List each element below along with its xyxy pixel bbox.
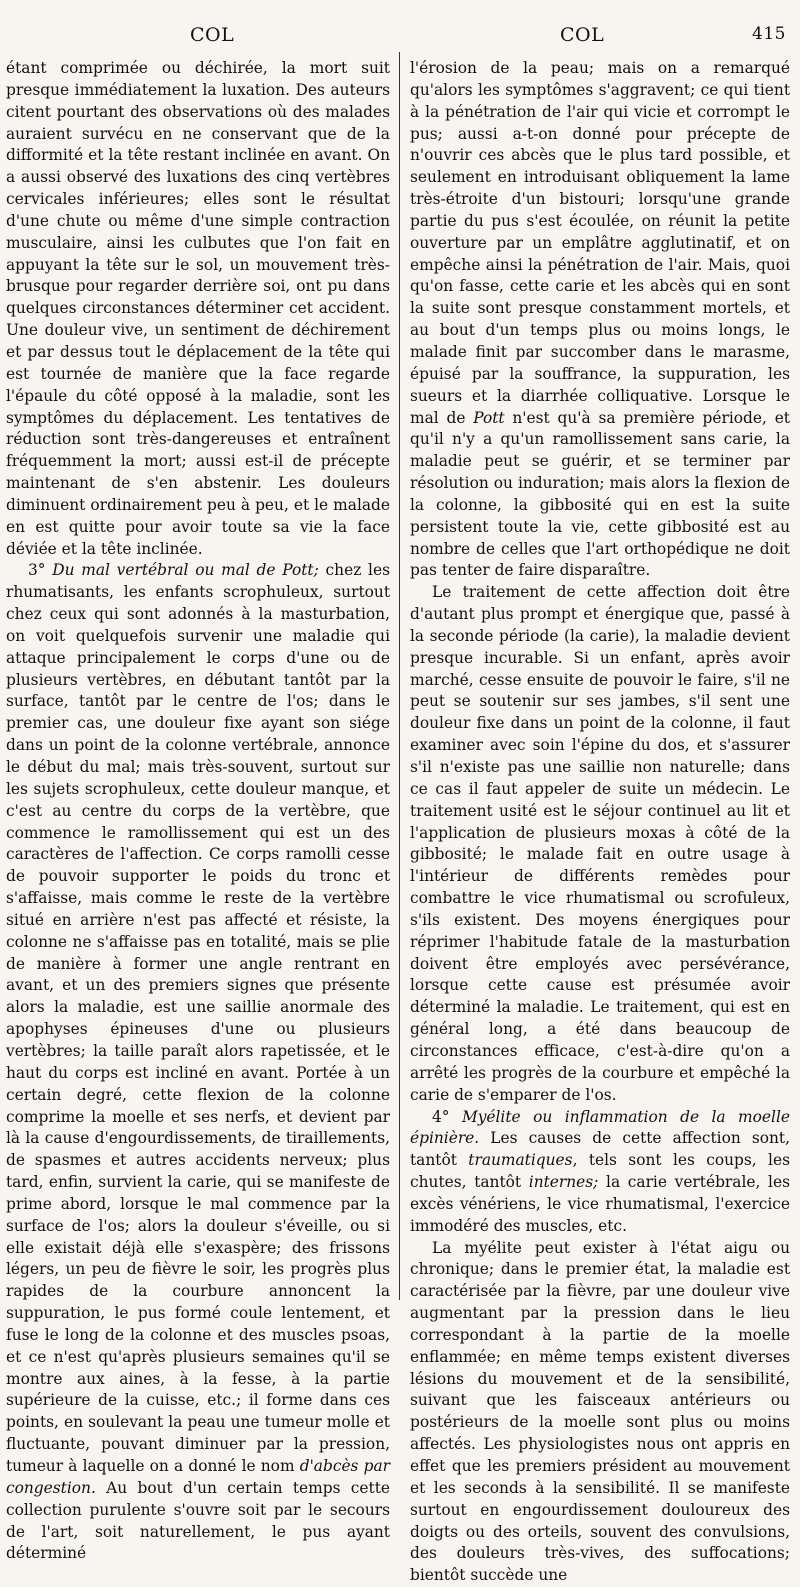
section-number: 3° (28, 561, 46, 580)
paragraph-text: Les causes de cette affection sont, tantôt (410, 1129, 790, 1170)
running-head-left: COL (190, 24, 235, 46)
paragraph-text: l'érosion de la peau; mais on a remarqué qu'alors les symptômes s'aggravent; ce qui tient à la pénétration de l'air qui vicie et corrompt le pus; aussi a-t-on donné pour précepte de n'ouvrir ces abcès que le plus tard possible, et seulement en introduisant obliquement la lame très-étroite d'un bistouri; lorsqu'une grande partie du pus s'est écoulée, on réunit la petite ouverture par un emplâtre agglutinatif, et on empêche ainsi la pénétration de l'air. Mais, quoi qu'on fasse, cette carie et les abcès qui en sont la suite sont presque constamment mortels, et au bout d'un temps plus ou moins longs, le malade finit par succomber dans le marasme, épuisé par la souffrance, la suppuration, les sueurs et la diarrhée colliquative. Lorsque le mal de (410, 59, 790, 427)
page-number: 415 (752, 24, 786, 44)
paragraph-text: Au bout d'un certain temps cette collection purulente s'ouvre soit par le secours de l'art, soit naturellement, le pus ayant déterminé (6, 1478, 390, 1563)
emphasis-term: traumatiques (468, 1151, 573, 1170)
left-column (6, 58, 391, 1563)
paragraph-text: , tels sont les coups, les chutes, tantôt (410, 1151, 790, 1192)
section-title: Myélite ou inflammation de la moelle épinière. (410, 1107, 790, 1148)
paragraph-myelite-causes (410, 1107, 790, 1238)
right-column (410, 58, 790, 1585)
paragraph-text: chez les rhumatisants, les enfants scrophuleux, surtout chez ceux qui sont adonnés à la masturbation, on voit quelquefois survenir une maladie qui attaque principalement le corps d'une ou de plusieurs vertèbres, en débutant tantôt par la surface, tantôt par le centre de l'os; dans le premier cas, une douleur fixe ayant son siége dans un point de la colonne vertébrale, annonce le début du mal; mais très-souvent, surtout sur les sujets scrophuleux, cette douleur manque, et c'est au centre du corps de la vertèbre, que commence le ramollissement qui est un des caractères de l'affection. Ce corps ramolli cesse de pouvoir supporter le poids du tronc et s'affaisse, mais comme le reste de la vertèbre situé en arrière n'est pas affecté et résiste, la colonne ne s'affaisse pas en totalité, mais se plie de manière à former une angle rentrant en avant, et un des premiers signes que présente alors la maladie, est une saillie anormale des apophyses épineuses d'une ou plusieurs vertèbres; la taille paraît alors rapetissée, et le haut du corps est incliné en avant. Portée à un certain degré, cette flexion de la colonne comprime la moelle et ses nerfs, et devient par là la cause d'engourdissements, de tiraillements, de spasmes et autres accidents nerveux; plus tard, enfin, survient la carie, qui se manifeste de prime abord, lorsque le mal commence par la surface de l'os; alors la douleur s'éveille, ou si elle existait déjà elle s'exaspère; des frissons légers, un peu de fièvre le soir, les progrès plus rapides de la courbure annoncent la suppuration, le pus formé coule lentement, et fuse le long de la colonne et des muscles psoas, et ce n'est qu'après plusieurs semaines qu'il se montre aux aines, à la fesse, à la partie supérieure de la cuisse, etc.; il forme dans ces points, en soulevant la peau une tumeur molle et fluctuante, pouvant diminuer par la pression, tumeur à laquelle on a donné le nom (6, 561, 390, 1475)
paragraph-myelite-description: La myélite peut exister à l'état aigu ou chronique; dans le premier état, la maladie est caractérisée par la fièvre, par une douleur vive augmentant par la pression dans le lieu correspondant à la partie de la moelle enflammée; en même temps existent diverses lésions du mouvement et de la sensibilité, suivant que les faisceaux antérieurs ou postérieurs de la moelle sont plus ou moins affectés. Les physiologistes nous ont appris en effet que les premiers président au mouvement et les seconds à la sensibilité. Il se manifeste surtout en engourdissement douloureux des doigts ou des orteils, souvent des convulsions, des douleurs très-vives, des suffocations; bientôt succède une (410, 1238, 790, 1585)
emphasis-term: d'abcès par congestion. (6, 1457, 391, 1497)
emphasis-term: internes; (528, 1173, 599, 1192)
paragraph-text: la carie vertébrale, les excès vénériens, le vice rhumatismal, l'exercice immodéré des muscles, etc. (410, 1173, 790, 1235)
column-divider (399, 52, 400, 1300)
paragraph-luxation: étant comprimée ou déchirée, la mort suit presque immédiatement la luxation. Des auteurs citent pourtant des observations où des malades auraient survécu en ne conservant que de la difformité et la tête restant inclinée en avant. On a aussi observé des luxations des cinq vertèbres cervicales inférieures; elles sont le résultat d'une chute ou même d'une simple contraction musculaire, ainsi les culbutes que l'on fait en appuyant la tête sur le sol, un mouvement très-brusque pour regarder derrière soi, ont pu dans quelques circonstances déterminer cet accident. Une douleur vive, un sentiment de déchirement et par dessus tout le déplacement de la tête qui est tournée de manière que la face regarde l'épaule du côté opposé à la maladie, sont les symptômes du déplacement. Les tentatives de réduction sont très-dangereuses et entraînent fréquemment la mort; aussi est-il de précepte maintenant de s'en abstenir. Les douleurs diminuent ordinairement peu à peu, et le malade en est quitte pour avoir toute sa vie la face déviée et la tête inclinée. (6, 59, 390, 558)
section-number: 4° (432, 1107, 450, 1126)
section-title: Du mal vertébral ou mal de Pott; (52, 561, 319, 580)
paragraph-traitement: Le traitement de cette affection doit être d'autant plus prompt et énergique que, passé à la seconde période (la carie), la maladie devient presque incurable. Si un enfant, après avoir marché, cesse ensuite de pouvoir le faire, s'il ne peut se soutenir sur ses jambes, s'il sent une douleur fixe dans un point de la colonne, il faut examiner avec soin l'épine du dos, et s'assurer s'il n'existe pas une saillie non naturelle; dans ce cas il faut appeler de suite un médecin. Le traitement usité est le séjour continuel au lit et l'application de plusieurs moxas à côté de la gibbosité; le malade fait en outre usage à l'intérieur de différents remèdes pour combattre le vice rhumatismal ou scrofuleux, s'ils existent. Des moyens énergiques pour réprimer l'habitude fatale de la masturbation doivent être employés avec persévérance, lorsque cette cause est présumée avoir déterminé la maladie. Le traitement, qui est en général long, a été dans beaucoup de circonstances efficace, c'est-à-dire qu'on a arrêté les progrès de la courbure et empêché la carie de s'emparer de l'os. (410, 583, 790, 1104)
paragraph-carie (410, 58, 790, 582)
emphasis-term: Pott (473, 408, 505, 427)
paragraph-text: n'est qu'à sa première période, et qu'il n'y a qu'un ramollissement sans carie, la maladie peut se guérir, et se terminer par résolution ou induration; mais alors la flexion de la colonne, la gibbosité qui en est la suite persistent toute la vie, cette gibbosité est au nombre de celles que l'art orthopédique ne doit pas tenter de faire disparaître. (410, 408, 790, 580)
running-head-right: COL (560, 24, 605, 46)
paragraph-mal-de-pott (6, 560, 390, 1565)
